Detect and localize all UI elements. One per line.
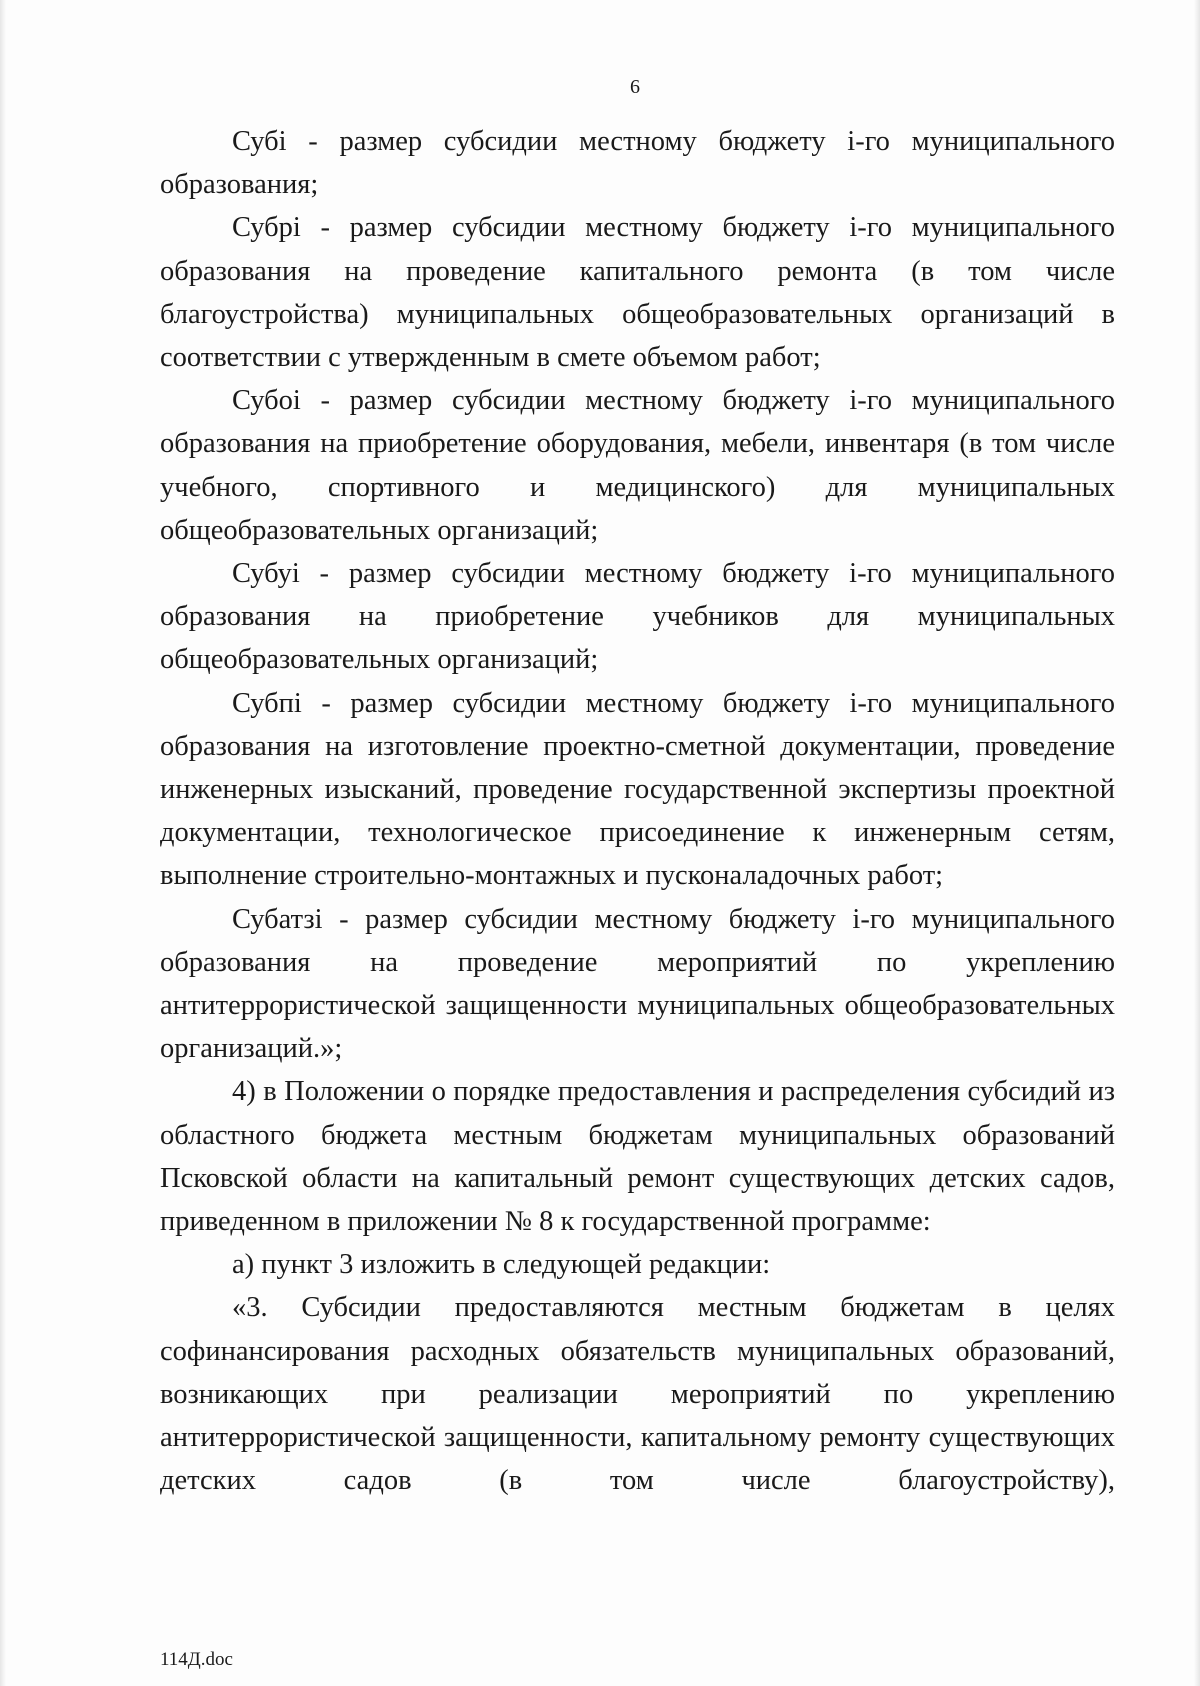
paragraph-subri: Субрi - размер субсидии местному бюджету i-го муниципального образования на проведение капитального ремонта (в том числе благоустройства) муниципальных общеобразовательных организаций в соответствии с утвержденным в смете объемом работ; [160, 212, 1115, 374]
paragraph-clause-3: «3. Субсидии предоставляются местным бюджетам в целях софинансирования расходных обязательств муниципальных образований, возникающих при реализации мероприятий по укреплению антитеррористической защищенности, капитальному ремонту существующих детских садов (в том числе благоустройству), [160, 1292, 1115, 1497]
paragraph-subi: Субi - размер субсидии местному бюджету i-го муниципального образования; [160, 126, 1115, 201]
footer-filename: 114Д.doc [160, 1649, 233, 1670]
scan-edge-right [1194, 0, 1200, 1686]
paragraph-subatzi: Субатзi - размер субсидии местному бюджету i-го муниципального образования на проведение мероприятий по укреплению антитеррористической защищенности муниципальных общеобразовательных организаций.»; [160, 903, 1115, 1065]
paragraph-suboi: Субоi - размер субсидии местному бюджету i-го муниципального образования на приобретение оборудования, мебели, инвентаря (в том числе учебного, спортивного и медицинского) для муниципальных общеобразовательных организаций; [160, 385, 1115, 546]
page-number: 6 [630, 76, 640, 98]
paragraph-subui: Субуi - размер субсидии местному бюджету i-го муниципального образования на приобретение учебников для муниципальных общеобразовательных организаций; [160, 558, 1115, 676]
scan-edge-left [0, 0, 6, 1686]
paragraph-subpi: Субпi - размер субсидии местному бюджету i-го муниципального образования на изготовление проектно-сметной документации, проведение инженерных изысканий, проведение государственной экспертизы проектной документации, технологическое присоединение к инженерным сетям, выполнение строительно-монтажных и пусконаладочных работ; [160, 687, 1115, 892]
paragraph-item-4: 4) в Положении о порядке предоставления и распределения субсидий из областного бюджета местным бюджетам муниципальных образований Псковской области на капитальный ремонт существующих детских садов, приведенном в приложении № 8 к государственной программе: [160, 1076, 1115, 1238]
paragraph-item-a: а) пункт 3 изложить в следующей редакции: [232, 1249, 771, 1281]
document-body [160, 120, 1115, 1503]
